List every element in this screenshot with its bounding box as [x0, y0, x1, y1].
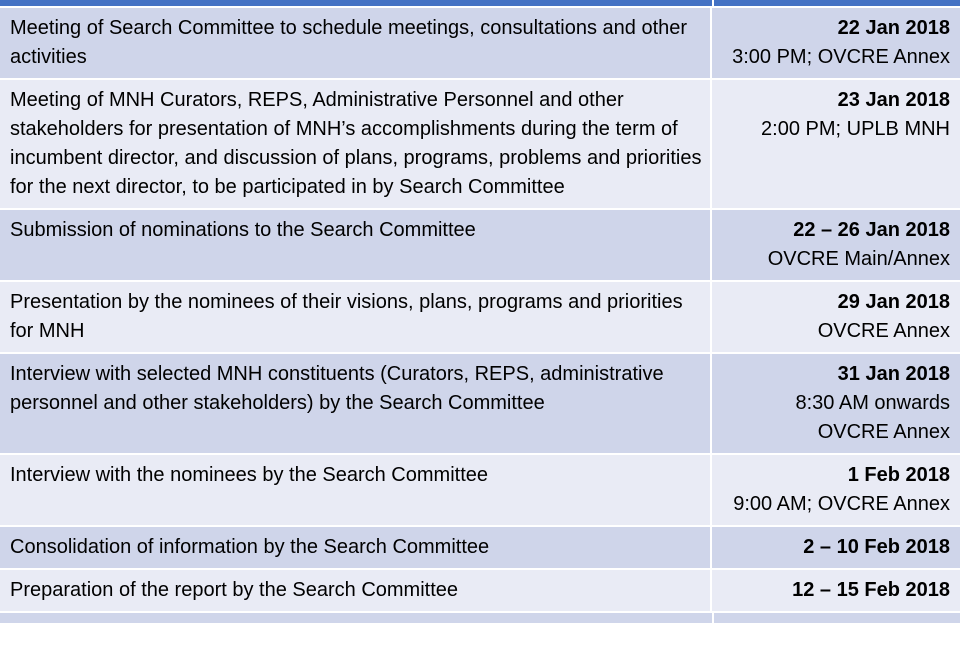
schedule-cell — [712, 80, 960, 208]
table-row — [0, 80, 960, 210]
schedule-date: 29 Jan 2018 — [837, 291, 950, 313]
next-row-schedule-cell — [714, 613, 960, 623]
activity-cell: Interview with selected MNH constituents (Curators, REPS, administrative personnel and other stakeholders) by the Search Committee — [0, 354, 712, 453]
schedule-cell — [712, 8, 960, 78]
schedule-date: 12 – 15 Feb 2018 — [792, 579, 950, 601]
activity-cell: Presentation by the nominees of their visions, plans, programs and priorities for MNH — [0, 282, 712, 352]
schedule-detail: 8:30 AM onwards — [795, 392, 950, 414]
schedule-detail: 2:00 PM; UPLB MNH — [761, 118, 950, 140]
activity-cell: Meeting of Search Committee to schedule meetings, consultations and other activities — [0, 8, 712, 78]
schedule-cell — [712, 210, 960, 280]
schedule-date: 22 – 26 Jan 2018 — [793, 219, 950, 241]
schedule-date: 31 Jan 2018 — [837, 363, 950, 385]
schedule-detail: OVCRE Main/Annex — [767, 248, 950, 270]
schedule-detail: OVCRE Annex — [817, 421, 950, 443]
schedule-cell — [712, 354, 960, 453]
schedule-detail: 3:00 PM; OVCRE Annex — [732, 46, 950, 68]
table-row — [0, 210, 960, 282]
activity-cell: Meeting of MNH Curators, REPS, Administrative Personnel and other stakeholders for presentation of MNH’s accomplishments during the term of incumbent director, and discussion of plans, programs, problems and priorities for the next director, to be participated in by Search Committee — [0, 80, 712, 208]
schedule-cell — [712, 527, 960, 568]
schedule-cell — [712, 282, 960, 352]
table-row — [0, 282, 960, 354]
schedule-cell — [712, 570, 960, 611]
schedule-detail: 9:00 AM; OVCRE Annex — [733, 493, 950, 515]
schedule-date: 22 Jan 2018 — [837, 17, 950, 39]
activity-cell: Consolidation of information by the Search Committee — [0, 527, 712, 568]
table-row — [0, 354, 960, 455]
table-row — [0, 570, 960, 613]
activity-cell: Preparation of the report by the Search Committee — [0, 570, 712, 611]
table-row — [0, 455, 960, 527]
header-cell-activity — [0, 0, 714, 6]
next-row-activity-cell — [0, 613, 714, 623]
header-cell-schedule — [714, 0, 960, 6]
table-header-strip — [0, 0, 960, 8]
table-row — [0, 527, 960, 570]
table-next-row-strip — [0, 613, 960, 623]
schedule-date: 1 Feb 2018 — [847, 464, 950, 486]
table-row — [0, 8, 960, 80]
schedule-date: 23 Jan 2018 — [837, 89, 950, 111]
schedule-detail: OVCRE Annex — [817, 320, 950, 342]
schedule-cell — [712, 455, 960, 525]
schedule-date: 2 – 10 Feb 2018 — [803, 536, 950, 558]
activity-cell: Interview with the nominees by the Search Committee — [0, 455, 712, 525]
activity-cell: Submission of nominations to the Search Committee — [0, 210, 712, 280]
